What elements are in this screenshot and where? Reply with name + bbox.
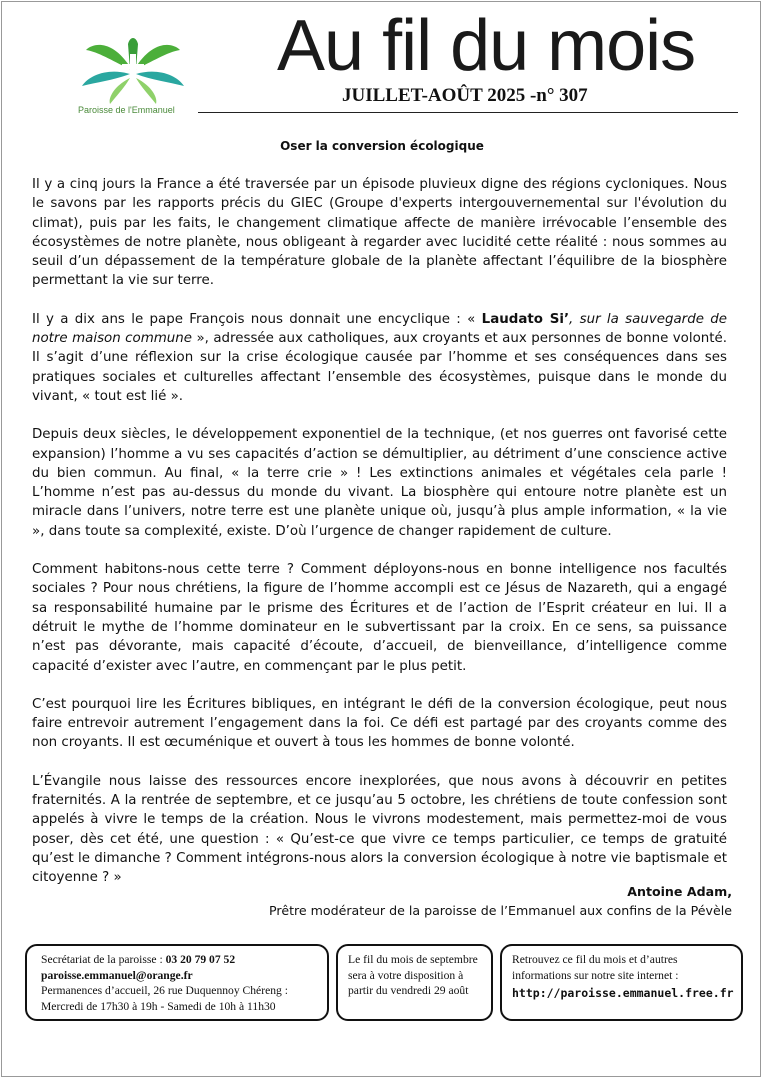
masthead-divider — [198, 112, 738, 113]
article-body — [32, 175, 727, 907]
encyclical-title: Laudato Si’ — [481, 311, 570, 327]
secretariat-box — [25, 944, 329, 1021]
website-text: Retrouvez ce fil du mois et d’autres informations sur notre site internet : — [512, 953, 679, 982]
phone-number: 03 20 79 07 52 — [165, 953, 236, 966]
secretariat-line — [41, 952, 317, 968]
logo-caption: Paroisse de l'Emmanuel — [78, 105, 175, 115]
paragraph-6: L’Évangile nous laisse des ressources encore inexplorées, que nous avons à découvrir en petites fraternités. A la rentrée de septembre, et ce jusqu’au 5 octobre, les chrétiens de toute confession sont appelés à vivre le temps de la création. Nous le vivrons modestement, mais permettez-moi de vous poser, dès cet été, une question : « Qu’est-ce que vivre ce temps particulier, ce temps de gratuité qu’est le dimanche ? Comment intégrons-nous alors la conversion écologique à notre vie baptismale et citoyenne ? » — [32, 773, 727, 886]
next-issue-text: Le fil du mois de septembre sera à votre disposition à partir du vendredi 29 août — [348, 953, 478, 997]
permanences-line-1: Permanences d’accueil, 26 rue Duquennoy Chéreng : — [41, 984, 288, 997]
email-address[interactable]: paroisse.emmanuel@orange.fr — [41, 968, 193, 982]
permanences-line-2: Mercredi de 17h30 à 19h - Samedi de 10h à 11h30 — [41, 999, 276, 1013]
encyclical-subtitle: , sur la sauvegarde de notre maison commune — [32, 311, 727, 347]
author-name: Antoine Adam, — [627, 884, 732, 899]
paragraph-5: C’est pourquoi lire les Écritures bibliques, en intégrant le défi de la conversion écologique, peut nous faire entrevoir autrement l’engagement dans la foi. Ce défi est partagé par des croyants comme des non croyants. Il est œcuménique et ouvert à tous les hommes de bonne volonté. — [32, 696, 727, 751]
paragraph-4: Comment habitons-nous cette terre ? Comment déployons-nous en bonne intelligence nos facultés sociales ? Pour nous chrétiens, la figure de l’homme accompli est ce Jésus de Nazareth, qui a engagé sa responsabilité humaine par le prisme des Écritures et de l’action de l’Esprit créateur en lui. Il a détruit le mythe de l’homme dominateur en le subvertissant par la croix. En ce sens, sa puissance n’est pas dévorante, mais capacité d’écoute, d’accueil, de bienveillance, d’intelligence comme capacité d’exister avec l’autre, en commençant par le plus petit. — [32, 562, 727, 674]
website-box — [500, 944, 743, 1021]
issue-label: JUILLET-AOÛT 2025 -n° 307 — [342, 85, 588, 106]
p2-intro: Il y a dix ans le pape François nous donnait une encyclique : « — [32, 311, 482, 327]
paragraph-2 — [32, 310, 727, 406]
website-link[interactable]: http://paroisse.emmanuel.free.fr — [512, 986, 734, 1000]
next-issue-box — [336, 944, 493, 1021]
secretariat-label: Secrétariat de la paroisse : — [41, 953, 166, 966]
paragraph-3: Depuis deux siècles, le développement exponentiel de la technique, (et nos guerres ont favorisé cette expansion) l’homme a vu ses capacités d’action se démultiplier, au détriment d’une conscience active du bien commun. Au final, « la terre crie » ! Les extinctions animales et végétales cela parle ! L’homme n’est pas au-dessus du monde du vivant. La biosphère qui entoure notre planète est un miracle dans l’univers, notre terre est une planète unique où, jusqu’à plus ample information, « la vie », dans toute sa complexité, existe. D’où l’urgence de changer rapidement de culture. — [32, 427, 727, 539]
paragraph-1: Il y a cinq jours la France a été traversée par un épisode pluvieux digne des régions cycloniques. Nous le savons par les rapports précis du GIEC (Groupe d'experts intergouvernemental sur l'évolution du climat), puis par les faits, le changement climatique affecte de manière irrévocable l’ensemble des écosystèmes de notre planète, nous obligeant à regarder avec lucidité cette réalité : nous sommes au seuil d’un dépassement de la température globale de la planète affectant l’équilibre de la biosphère permettant la vie sur terre. — [32, 177, 727, 289]
newsletter-title: Au fil du mois — [277, 6, 696, 86]
author-role: Prêtre modérateur de la paroisse de l’Emmanuel aux confins de la Pévèle — [269, 903, 732, 918]
article-title: Oser la conversion écologique — [280, 139, 484, 153]
signature — [269, 882, 732, 920]
p2-rest: », adressée aux catholiques, aux croyants et aux personnes de bonne volonté. Il s’agit d’une réflexion sur la crise écologique causée par l’homme et ses conséquences dans ses pratiques sociales et culturelles affectant l’ensemble des écosystèmes, puisque dans le monde du vivant, « tout est lié ». — [32, 331, 728, 404]
